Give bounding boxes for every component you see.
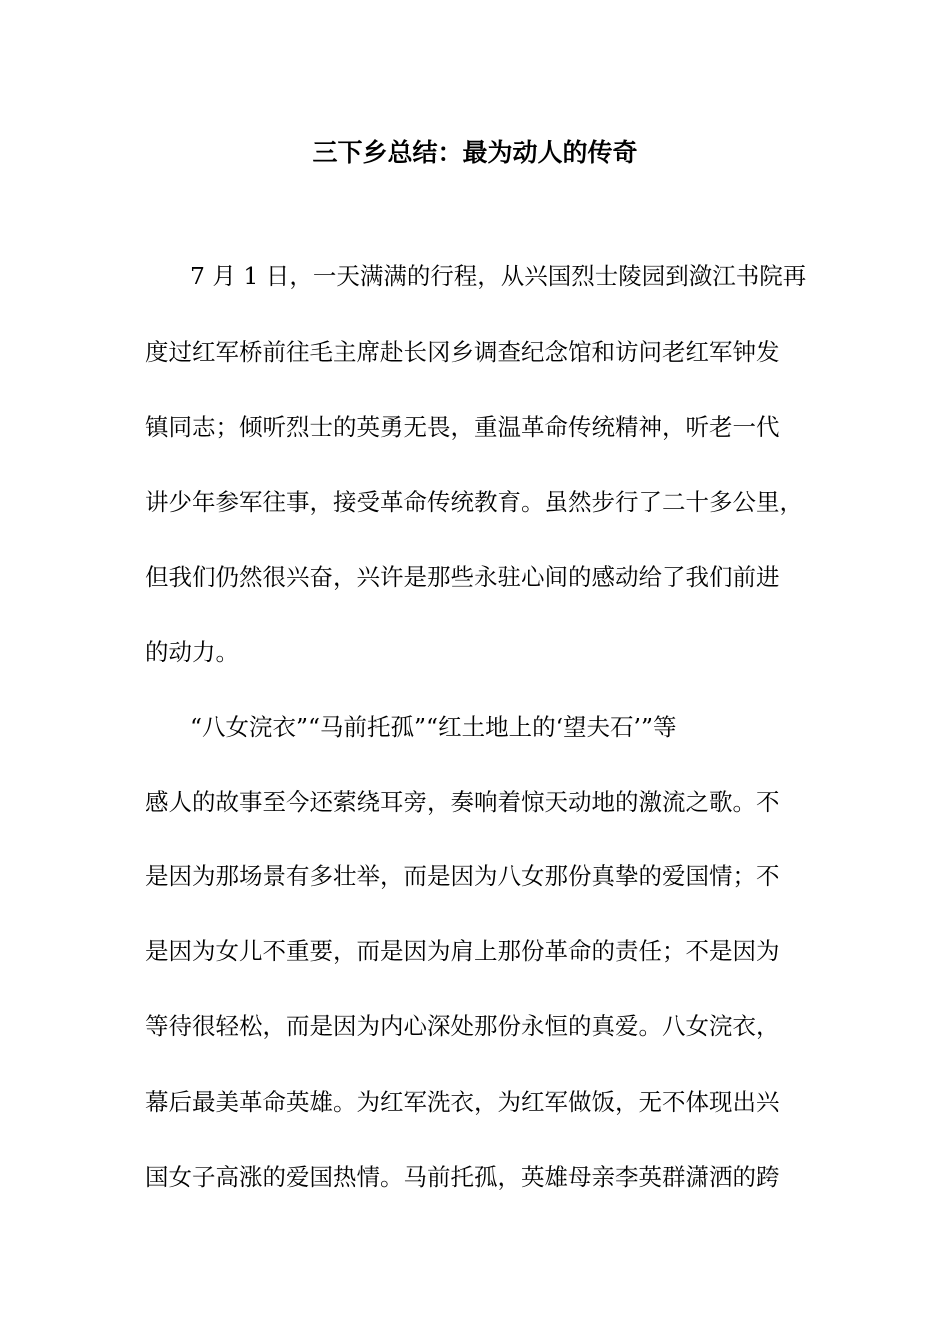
paragraph-line: 的动力。	[145, 638, 239, 666]
paragraph-line: 是因为女儿不重要，而是因为肩上那份革命的责任；不是因为	[145, 937, 780, 965]
paragraph-line: 感人的故事至今还萦绕耳旁，奏响着惊天动地的激流之歌。不	[145, 788, 780, 816]
paragraph-line: 国女子高涨的爱国热情。马前托孤，英雄母亲李英群潇洒的跨	[145, 1163, 780, 1191]
paragraph-line: 幕后最美革命英雄。为红军洗衣，为红军做饭，无不体现出兴	[145, 1088, 780, 1116]
paragraph-line: 是因为那场景有多壮举，而是因为八女那份真挚的爱国情；不	[145, 862, 780, 890]
paragraph-line: “八女浣衣”“马前托孤”“红土地上的‘望夫石’”等	[190, 713, 677, 741]
paragraph-line: 7 月 1 日，一天满满的行程，从兴国烈士陵园到潋江书院再	[190, 262, 807, 290]
paragraph-line: 镇同志；倾听烈士的英勇无畏，重温革命传统精神，听老一代	[145, 413, 780, 441]
paragraph-line: 度过红军桥前往毛主席赴长冈乡调查纪念馆和访问老红军钟发	[145, 338, 780, 366]
paragraph-line: 但我们仍然很兴奋，兴许是那些永驻心间的感动给了我们前进	[145, 563, 780, 591]
paragraph-line: 等待很轻松，而是因为内心深处那份永恒的真爱。八女浣衣，	[145, 1012, 780, 1040]
paragraph-line: 讲少年参军往事，接受革命传统教育。虽然步行了二十多公里，	[145, 488, 803, 516]
document-title: 三下乡总结：最为动人的传奇	[312, 138, 638, 167]
